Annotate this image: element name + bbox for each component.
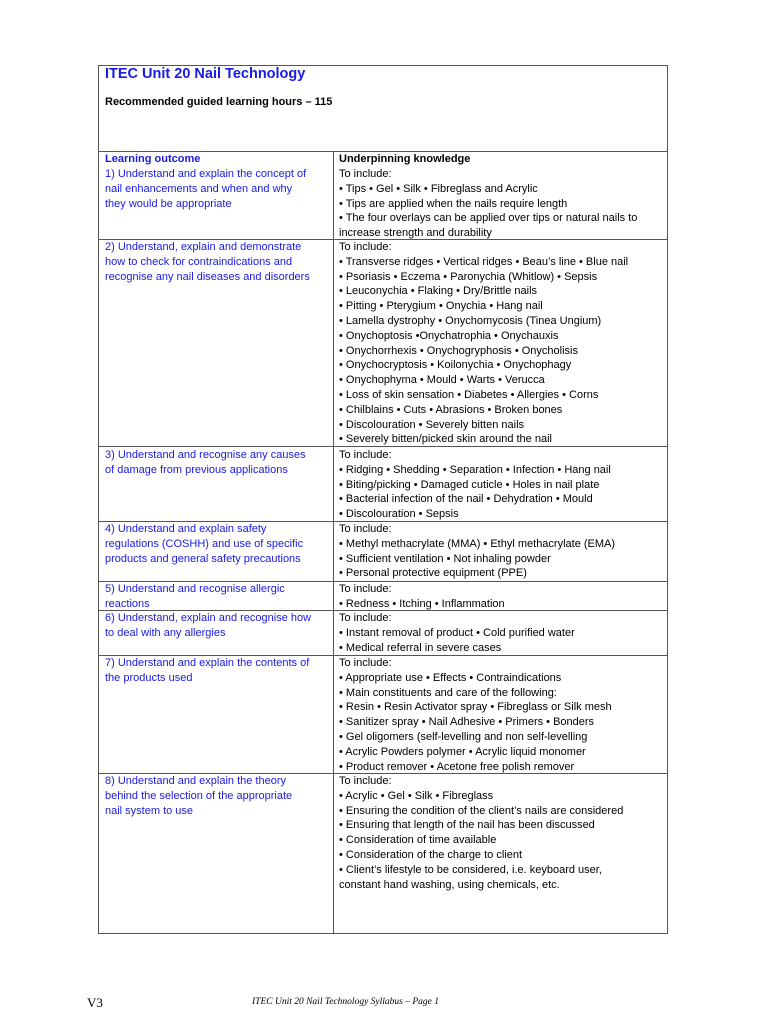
outcome-line: 3) Understand and recognise any causes: [105, 449, 306, 461]
outcome-cell: [105, 656, 331, 686]
knowledge-line: • Onychorrhexis • Onychogryphosis • Onycholisis: [339, 344, 578, 357]
document-title: ITEC Unit 20 Nail Technology: [105, 66, 306, 82]
outcome-line: behind the selection of the appropriate: [105, 789, 293, 802]
outcome-line: recognise any nail diseases and disorders: [105, 270, 310, 283]
outcome-cell: [105, 167, 331, 211]
outcome-line: the products used: [105, 671, 193, 684]
outcome-line: how to check for contraindications and: [105, 255, 293, 268]
knowledge-line: To include:: [339, 583, 392, 595]
knowledge-line: • Gel oligomers (self-levelling and non self-levelling: [339, 730, 588, 743]
knowledge-line: • Leuconychia • Flaking • Dry/Brittle nails: [339, 285, 538, 298]
knowledge-line: • Methyl methacrylate (MMA) • Ethyl methacrylate (EMA): [339, 537, 616, 550]
knowledge-line: To include:: [339, 612, 392, 624]
knowledge-line: • Bacterial infection of the nail • Dehydration • Mould: [339, 493, 593, 506]
knowledge-line: • Ensuring the condition of the client’s nails are considered: [339, 804, 624, 817]
outcome-line: 2) Understand, explain and demonstrate: [105, 241, 302, 253]
knowledge-line: • Acrylic Powders polymer • Acrylic liquid monomer: [339, 745, 586, 758]
knowledge-line: • Ridging • Shedding • Separation • Infection • Hang nail: [339, 463, 611, 476]
knowledge-cell: [339, 582, 665, 612]
knowledge-cell: [339, 611, 665, 655]
outcome-line: 7) Understand and explain the contents of: [105, 657, 310, 669]
knowledge-line: • Sanitizer spray • Nail Adhesive • Primers • Bonders: [339, 716, 595, 729]
outcome-cell: [105, 582, 331, 612]
knowledge-cell: [339, 522, 665, 581]
outcome-line: 6) Understand, explain and recognise how: [105, 612, 312, 624]
header-underpinning-knowledge: Underpinning knowledge: [339, 153, 471, 165]
learning-hours: Recommended guided learning hours – 115: [105, 96, 333, 108]
knowledge-line: increase strength and durability: [339, 227, 492, 240]
knowledge-line: To include:: [339, 168, 392, 180]
knowledge-cell: [339, 774, 665, 892]
knowledge-line: • Instant removal of product • Cold purified water: [339, 626, 575, 639]
knowledge-line: To include:: [339, 775, 392, 787]
knowledge-line: • Redness • Itching • Inflammation: [339, 597, 505, 610]
outcome-line: 8) Understand and explain the theory: [105, 775, 287, 787]
knowledge-line: • Transverse ridges • Vertical ridges • Beau’s line • Blue nail: [339, 255, 629, 268]
knowledge-line: • Medical referral in severe cases: [339, 641, 502, 654]
page-footer: ITEC Unit 20 Nail Technology Syllabus – Page 1: [252, 997, 440, 1007]
knowledge-line: • Client’s lifestyle to be considered, i.e. keyboard user,: [339, 863, 602, 876]
knowledge-line: • Sufficient ventilation • Not inhaling powder: [339, 552, 551, 565]
knowledge-cell: [339, 167, 665, 241]
knowledge-line: To include:: [339, 657, 392, 669]
column-divider: [333, 151, 334, 934]
outcome-line: regulations (COSHH) and use of specific: [105, 537, 304, 550]
knowledge-line: • Consideration of the charge to client: [339, 848, 523, 861]
knowledge-line: • Personal protective equipment (PPE): [339, 567, 527, 580]
outcome-line: reactions: [105, 597, 150, 610]
knowledge-line: • Tips are applied when the nails require length: [339, 197, 568, 210]
knowledge-line: • Onychophyma • Mould • Warts • Verucca: [339, 374, 545, 387]
outcome-line: of damage from previous applications: [105, 463, 288, 476]
outcome-cell: [105, 774, 331, 818]
knowledge-line: • Lamella dystrophy • Onychomycosis (Tinea Ungium): [339, 314, 602, 327]
outcome-line: to deal with any allergies: [105, 626, 226, 639]
outcome-cell: [105, 448, 331, 478]
outcome-line: 5) Understand and recognise allergic: [105, 583, 285, 595]
knowledge-line: • Main constituents and care of the following:: [339, 686, 557, 699]
version-label: V3: [87, 995, 103, 1010]
knowledge-line: • The four overlays can be applied over tips or natural nails to: [339, 212, 638, 225]
outcome-line: 4) Understand and explain safety: [105, 523, 267, 535]
knowledge-line: constant hand washing, using chemicals, etc.: [339, 878, 560, 891]
outcome-line: nail enhancements and when and why: [105, 182, 293, 195]
knowledge-line: • Chilblains • Cuts • Abrasions • Broken bones: [339, 403, 563, 416]
outcome-cell: [105, 611, 331, 641]
knowledge-line: • Severely bitten/picked skin around the nail: [339, 433, 552, 446]
knowledge-line: • Resin • Resin Activator spray • Fibreglass or Silk mesh: [339, 701, 612, 714]
knowledge-line: • Psoriasis • Eczema • Paronychia (Whitlow) • Sepsis: [339, 270, 598, 283]
knowledge-line: • Discolouration • Severely bitten nails: [339, 418, 525, 431]
knowledge-line: • Appropriate use • Effects • Contraindications: [339, 671, 562, 684]
outcome-line: 1) Understand and explain the concept of: [105, 168, 307, 180]
knowledge-line: • Consideration of time available: [339, 834, 497, 847]
knowledge-line: • Ensuring that length of the nail has been discussed: [339, 819, 595, 832]
knowledge-line: • Biting/picking • Damaged cuticle • Holes in nail plate: [339, 478, 600, 491]
knowledge-cell: [339, 240, 665, 447]
outcome-line: they would be appropriate: [105, 197, 232, 210]
knowledge-line: • Tips • Gel • Silk • Fibreglass and Acrylic: [339, 182, 538, 195]
knowledge-line: • Pitting • Pterygium • Onychia • Hang nail: [339, 300, 543, 313]
knowledge-line: • Acrylic • Gel • Silk • Fibreglass: [339, 789, 494, 802]
outcome-line: products and general safety precautions: [105, 552, 301, 565]
knowledge-cell: [339, 656, 665, 774]
knowledge-line: To include:: [339, 449, 392, 461]
knowledge-line: • Product remover • Acetone free polish remover: [339, 760, 575, 773]
knowledge-line: • Onychoptosis •Onychatrophia • Onychauxis: [339, 329, 559, 342]
knowledge-cell: [339, 448, 665, 522]
knowledge-line: To include:: [339, 523, 392, 535]
outcome-cell: [105, 240, 331, 284]
knowledge-line: • Loss of skin sensation • Diabetes • Allergies • Corns: [339, 388, 599, 401]
knowledge-line: • Discolouration • Sepsis: [339, 508, 459, 521]
outcome-cell: [105, 522, 331, 566]
knowledge-line: To include:: [339, 241, 392, 253]
header-learning-outcome: Learning outcome: [105, 153, 201, 165]
knowledge-line: • Onychocryptosis • Koilonychia • Onychophagy: [339, 359, 572, 372]
outcome-line: nail system to use: [105, 804, 194, 817]
